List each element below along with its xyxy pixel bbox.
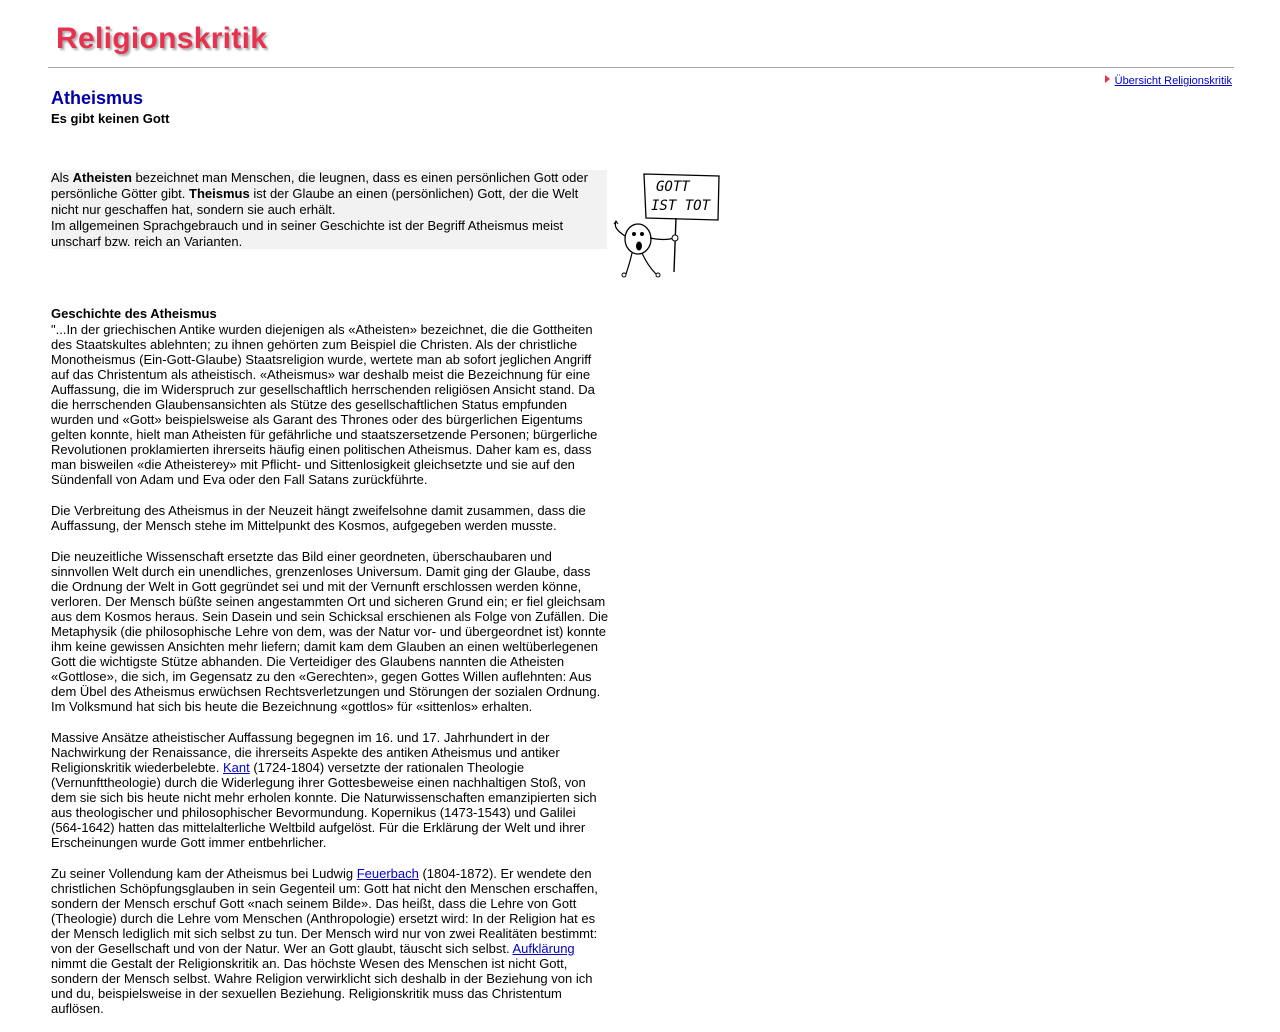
article-paragraph	[51, 866, 609, 1016]
gott-ist-tot-cartoon	[610, 172, 722, 278]
section-heading-history: Geschichte des Atheismus	[51, 306, 217, 321]
article-body	[51, 306, 609, 1032]
page-title: Atheismus	[51, 88, 144, 108]
paragraph-text: Zu seiner Vollendung kam der Atheismus bei Ludwig	[51, 866, 357, 881]
intro-box	[51, 170, 607, 249]
paragraph-text: (1804-1872). Er wendete den christlichen Schöpfungsglauben in sein Gegenteil um: Gott hat nicht den Menschen erschaffen, sondern der Mensch erschuf Gott «nach seinem Bilde». Das heißt, dass die Lehre von Gott (Theologie) durch die Lehre vom Menschen (Anthropologie) ersetzt wird: In der Religion hat es der Mensch lediglich mit sich selbst zu tun. Der Mensch wird nur von zwei Realitäten bestimmt: von der Gesellschaft und von der Natur. Wer an Gott glaubt, täuscht sich selbst.	[51, 866, 598, 956]
page-subtitle: Es gibt keinen Gott	[51, 111, 170, 126]
aufklaerung-link[interactable]: Aufklärung	[512, 941, 575, 956]
header-divider	[48, 67, 1234, 68]
paragraph-text: Massive Ansätze atheistischer Auffassung begegnen im 16. und 17. Jahrhundert in der Nachwirkung der Renaissance, die ihrerseits Aspekte des antiken Atheismus und antiker Religionskritik wiederbelebte.	[51, 730, 560, 775]
intro-paragraph-1	[51, 170, 607, 218]
overview-religionskritik-link[interactable]	[1105, 75, 1232, 87]
overview-link-label: Übersicht Religionskritik	[1114, 75, 1232, 87]
paragraph-text: nimmt die Gestalt der Religionskritik an. Das höchste Wesen des Menschen ist nicht Gott, sondern der Mensch selbst. Wahre Religion verwirklicht sich deshalb in der Beziehung von ich und du, beispielsweise in der sexuellen Beziehung. Religionskritik muss das Christentum auflösen.	[51, 956, 593, 1016]
site-title: Religionskritik	[56, 22, 268, 55]
intro-text: ist der Glaube an einen (persönlichen) Gott, der die Welt nicht nur geschaffen hat, sondern sie auch erhält.	[51, 186, 579, 217]
article-paragraph: "...In der griechischen Antike wurden diejenigen als «Atheisten» bezeichnet, die die Gottheiten des Staatskultes ablehnten; zu ihnen gehörten zum Beispiel die Christen. Als der christliche Monotheismus (Ein-Gott-Glaube) Staatsreligion wurde, wertete man ab sofort jeglichen Angriff auf das Christentum als atheistisch. «Atheismus» war deshalb meist die Bezeichnung für eine Auffassung, die im Widerspruch zur gesellschaftlich herrschenden religiösen Ansicht stand. Da die herrschenden Glaubensansichten als Stütze des gesellschaftlichen Status empfunden wurden und «Gott» beispielsweise als Garant des Thrones oder des bürgerlichen Eigentums gelten konnte, hielt man Atheisten für gefährliche und staatszersetzende Personen; bürgerliche Revolutionen proklamierten ihrerseits häufig einen politischen Atheismus. Daher kam es, dass man bisweilen «die Atheisterey» mit Pflicht- und Sittenlosigkeit gleichsetzte und sie auf den Sündenfall von Adam und Eva oder den Fall Satans zurückführte.	[51, 322, 598, 487]
article-paragraph	[51, 730, 609, 850]
sign-text-line-2: IST TOT	[651, 198, 711, 214]
article-paragraph: Die Verbreitung des Atheismus in der Neuzeit hängt zweifelsohne damit zusammen, dass die Auffassung, der Mensch stehe im Mittelpunkt des Kosmos, aufgegeben werden musste.	[51, 503, 586, 533]
sign-text-line-1: GOTT	[656, 179, 690, 195]
intro-paragraph-2: Im allgemeinen Sprachgebrauch und in seiner Geschichte ist der Begriff Atheismus meist unscharf bzw. reich an Varianten.	[51, 218, 564, 249]
intro-text: Als	[51, 170, 73, 185]
article-paragraph: Die neuzeitliche Wissenschaft ersetzte das Bild einer geordneten, überschaubaren und sinnvollen Welt durch ein unendliches, grenzenloses Universum. Damit ging der Glaube, dass die Ordnung der Welt in Gott gegründet sei und mit der Vernunft erschlossen werden könne, verloren. Der Mensch büßte seinen angestammten Ort und sicheren Grund ein; er fiel gleichsam aus dem Kosmos heraus. Sein Dasein und sein Schicksal erschienen als Folge von Zufällen. Die Metaphysik (die philosophische Lehre von dem, was der Natur vor- und übergeordnet ist) konnte ihm keine gewissen Ansichten mehr liefern; damit kam dem Glauben an einen weltüberlegenen Gott die wichtigste Stütze abhanden. Die Verteidiger des Glaubens nannten die Atheisten «Gottlose», die sich, im Gegensatz zu den «Gerechten», gegen Gottes Willen auflehnten: Aus dem Übel des Atheismus erwüchsen Rechtsverletzungen und Störungen der sozialen Ordnung. Im Volksmund hat sich bis heute die Bezeichnung «gottlos» für «sittenlos» erhalten.	[51, 549, 609, 714]
arrow-right-icon	[1105, 75, 1110, 83]
intro-text: bezeichnet man Menschen, die leugnen, dass es einen persönlichen Gott oder persönliche Götter gibt.	[51, 170, 588, 201]
paragraph-text: (1724-1804) versetzte der rationalen Theologie (Vernunfttheologie) durch die Widerlegung ihrer Gottesbeweise einen nachhaltigen Stoß, von dem sie sich bis heute nicht mehr erholen konnte. Die Naturwissenschaften emanzipierten sich aus theologischer und philosophischer Bevormundung. Kopernikus (1473-1543) und Galilei (564-1642) hatten das mittelalterliche Weltbild aufgelöst. Für die Erklärung der Welt und ihrer Erscheinungen wurde Gott immer entbehrlicher.	[51, 760, 597, 850]
sign-pole	[674, 218, 676, 272]
kant-link[interactable]: Kant	[222, 760, 250, 775]
intro-term-theismus: Theismus	[189, 186, 250, 201]
intro-term-atheisten: Atheisten	[72, 170, 132, 185]
feuerbach-link[interactable]: Feuerbach	[356, 866, 419, 881]
